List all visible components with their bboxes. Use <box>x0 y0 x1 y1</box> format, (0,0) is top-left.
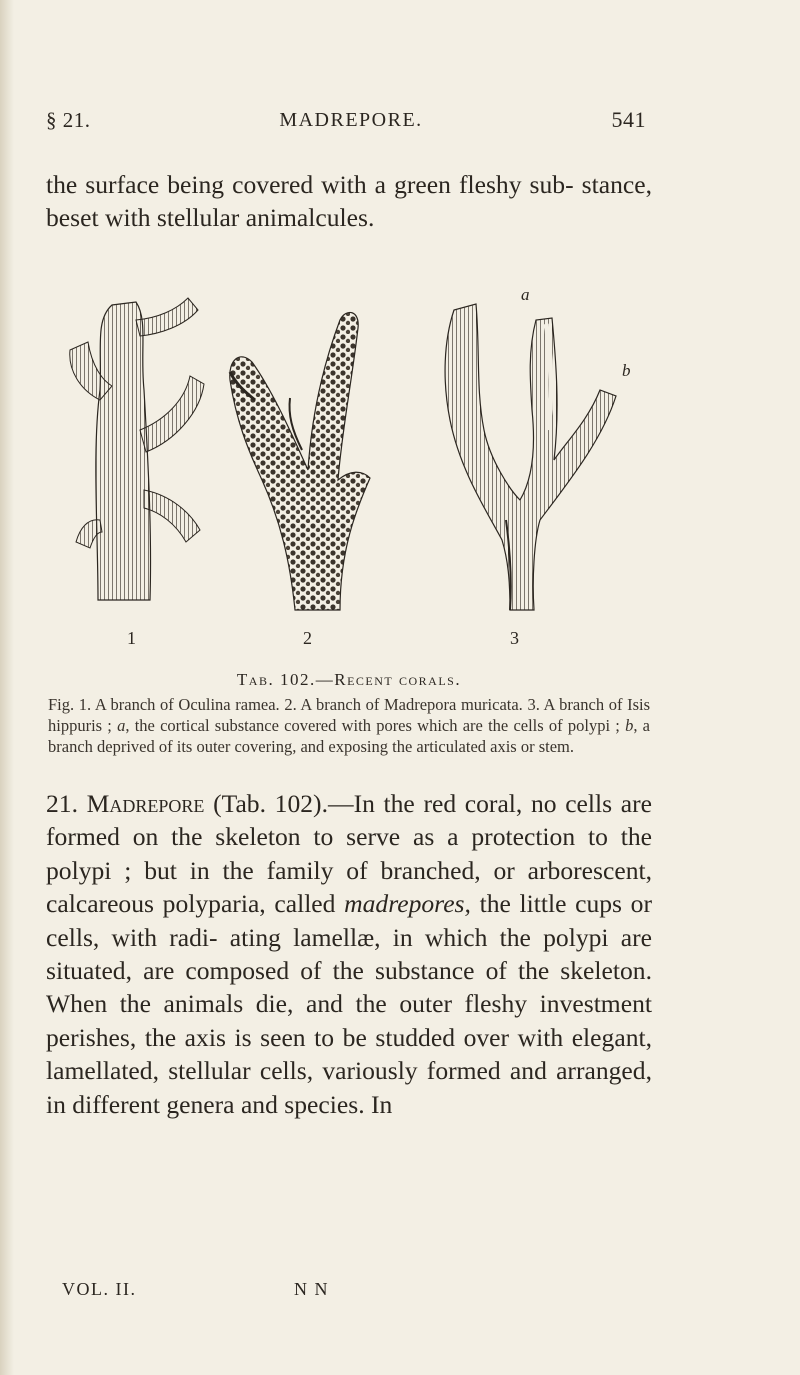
coral-illustration <box>40 280 660 660</box>
paragraph-emphasis: madrepores, <box>344 889 471 919</box>
volume-label: VOL. II. <box>62 1279 137 1299</box>
caption-label-a: a <box>117 716 126 735</box>
page-edge-shadow <box>0 0 14 1375</box>
figure-number-1: 1 <box>127 628 136 648</box>
paragraph-madrepore <box>46 787 652 1121</box>
figure-3-isis-branch <box>445 304 616 610</box>
label-a: a <box>521 285 530 304</box>
caption-line-3c: , a branch deprived of its outer <box>48 716 651 756</box>
paragraph-continuation: the surface being covered with a green fleshy sub- stance, beset with stellular animalcules. <box>46 170 652 233</box>
caption-line-2a: 3. A branch of Isis hippuris ; <box>48 695 651 735</box>
figure-2-madrepora-branch <box>230 312 370 610</box>
figure-1-oculina-branch <box>70 298 204 600</box>
figure-caption <box>48 694 650 757</box>
caption-line-2c: , the cortical substance covered with <box>125 716 371 735</box>
paragraph-number: 21. <box>46 789 78 818</box>
paragraph-text-1: —In the red coral, no cells are formed on the skeleton to serve as a protection to the polypi ; but in the family of branched, or arborescent, calcareous polyparia, called <box>46 789 652 919</box>
figure-number-3: 3 <box>510 628 519 648</box>
section-number: § 21. <box>46 107 91 132</box>
running-title: MADREPORE. <box>279 108 423 131</box>
paragraph-heading: Madrepore <box>86 789 205 818</box>
caption-line-1: Fig. 1. A branch of Oculina ramea. 2. A branch of Madrepora muricata. <box>48 695 523 714</box>
figure-title: Tab. 102.—Recent corals. <box>236 670 462 689</box>
label-b: b <box>622 361 631 380</box>
paragraph-ref: (Tab. 102). <box>204 789 328 818</box>
figure-number-2: 2 <box>303 628 312 648</box>
running-head <box>46 100 646 140</box>
caption-line-3: pores which are the cells of polypi ; <box>376 716 626 735</box>
signature-mark: N N <box>294 1279 329 1299</box>
caption-label-b: b <box>625 716 634 735</box>
caption-line-4: covering, and exposing the articulated axis or stem. <box>234 737 575 756</box>
coral-figure <box>40 280 660 660</box>
page-footer <box>62 1279 329 1300</box>
paragraph-text-2: the little cups or cells, with radi- ating lamellæ, in which the polypi are situated, are composed of the substance of the skeleton. When the animals die, and the outer fleshy investment perishes, the axis is seen to be studded over with elegant, lamellated, stellular cells, variously formed and arranged, in different genera and species. In <box>46 889 652 1119</box>
page-number: 541 <box>611 107 646 132</box>
